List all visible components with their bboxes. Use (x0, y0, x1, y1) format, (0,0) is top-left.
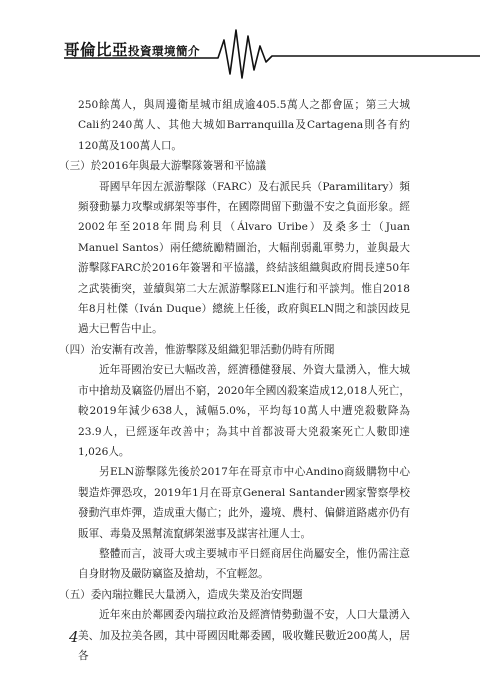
section-heading: （五）委內瑞拉難民大量湧入，造成失業及治安問題 (59, 588, 303, 601)
paragraph: 近年來由於鄰國委內瑞拉政治及經濟情勢動盪不安，人口大量湧入美、加及拉美各國，其中哥國因毗鄰委國，吸收難民數近200萬人，居各 (78, 609, 410, 662)
header-title (64, 38, 200, 60)
page-number: 4 (69, 628, 79, 646)
page-header (0, 0, 480, 90)
section-heading: （三）於2016年與最大游擊隊簽署和平協議 (59, 160, 267, 173)
section-heading: （四）治安漸有改善，惟游擊隊及組織犯罪活動仍時有所聞 (59, 343, 335, 356)
document-body (59, 95, 410, 666)
header-title-main: 哥倫比亞 (64, 41, 129, 59)
paragraph: 250餘萬人，與周邊衛星城市組成逾405.5萬人之都會區；第三大城Cali約240萬人、其他大城如Barranquilla及Cartagena則各有約120萬及100萬人口。 (78, 99, 410, 152)
paragraph: 另ELN游擊隊先後於2017年在哥京市中心Andino商級購物中心製造炸彈恐攻，2019年1月在哥京General Santander國家警察學校發動汽車炸彈，造成重大傷亡；此外，邊境、農村、偏僻道路處亦仍有販軍、毒梟及黑幫流竄綁架滋事及謀害社運人士。 (78, 466, 410, 540)
paragraph: 整體而言，波哥大或主要城市平日經商居住尚屬安全，惟仍需注意自身財物及嚴防竊盜及搶劫，不宜輕忽。 (78, 547, 410, 581)
header-title-sub: 投資環境簡介 (128, 44, 201, 58)
paragraph: 哥國早年因左派游擊隊（FARC）及右派民兵（Paramilitary）頻頻發動暴力攻擊或綁架等事件，在國際間留下動盪不安之負面形象。經2002年至2018年間烏利貝（Álvaro Uribe）及桑多士（Juan Manuel Santos）兩任總統勵精圖治，大幅削弱亂軍勢力，並與最大游擊隊FARC於2016年簽署和平協議，終結該組織與政府間長達50年之武裝衝突，並續與第二大左派游擊隊ELN進行和平談判。惟自2018年8月杜傑（Iván Duque）總統上任後，政府與ELN間之和談因歧見過大已暫告中止。 (78, 180, 410, 336)
paragraph: 近年哥國治安已大幅改善，經濟穩健發展、外資大量湧入，惟大城市中搶劫及竊盜仍層出不窮，2020年全國凶殺案造成12,018人死亡，較2019年減少638人，減幅5.0%，平均每10萬人中遭兇殺數降為23.9人，已經逐年改善中；為其中首都波哥大兇殺案死亡人數即達1,026人。 (78, 364, 410, 458)
